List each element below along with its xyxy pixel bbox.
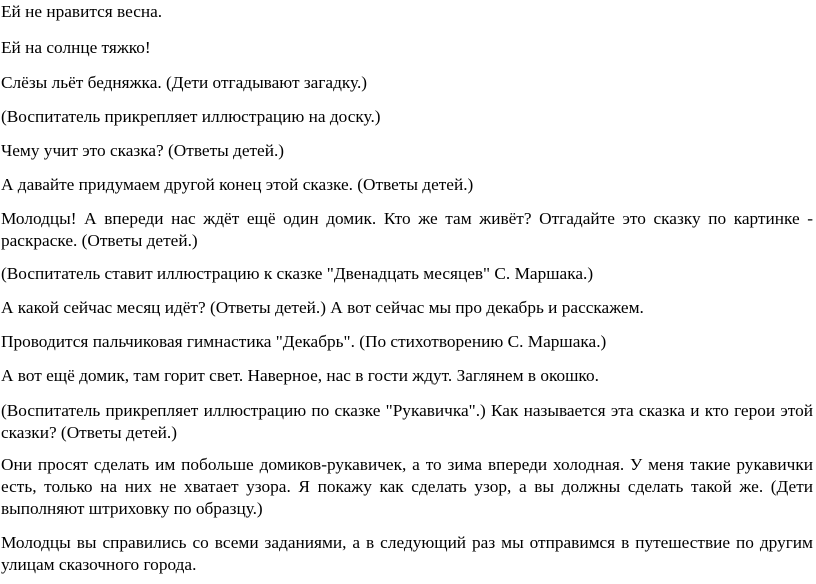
paragraph-13: Они просят сделать им побольше домиков-рукавичек, а то зима впереди холодная. У меня такие рукавички есть, только на них не хватает узора. Я покажу как сделать узор, а вы должны сделать такой же. (Дети выполняют штриховку по образцу.) xyxy=(1,455,813,518)
paragraph-3: Слёзы льёт бедняжка. (Дети отгадывают загадку.) xyxy=(1,73,368,92)
paragraph-10: Проводится пальчиковая гимнастика "Декабрь". (По стихотворению С. Маршака.) xyxy=(1,332,607,351)
paragraph-4: (Воспитатель прикрепляет иллюстрацию на доску.) xyxy=(1,107,381,126)
paragraph-12: (Воспитатель прикрепляет иллюстрацию по сказке "Рукавичка".) Как называется эта сказка и кто герои этой сказки? (Ответы детей.) xyxy=(1,401,813,442)
paragraph-1: Ей не нравится весна. xyxy=(1,2,163,21)
paragraph-11: А вот ещё домик, там горит свет. Наверное, нас в гости ждут. Заглянем в окошко. xyxy=(1,366,599,385)
paragraph-6: А давайте придумаем другой конец этой сказке. (Ответы детей.) xyxy=(1,175,474,194)
paragraph-7: Молодцы! А впереди нас ждёт ещё один домик. Кто же там живёт? Отгадайте это сказку по картинке - раскраске. (Ответы детей.) xyxy=(1,209,813,250)
paragraph-14: Молодцы вы справились со всеми заданиями, а в следующий раз мы отправимся в путешествие по другим улицам сказочного города. xyxy=(1,533,813,574)
paragraph-9: А какой сейчас месяц идёт? (Ответы детей.) А вот сейчас мы про декабрь и расскажем. xyxy=(1,298,644,317)
paragraph-8: (Воспитатель ставит иллюстрацию к сказке "Двенадцать месяцев" С. Маршака.) xyxy=(1,264,594,283)
paragraph-5: Чему учит это сказка? (Ответы детей.) xyxy=(1,141,285,160)
paragraph-2: Ей на солнце тяжко! xyxy=(1,38,151,57)
